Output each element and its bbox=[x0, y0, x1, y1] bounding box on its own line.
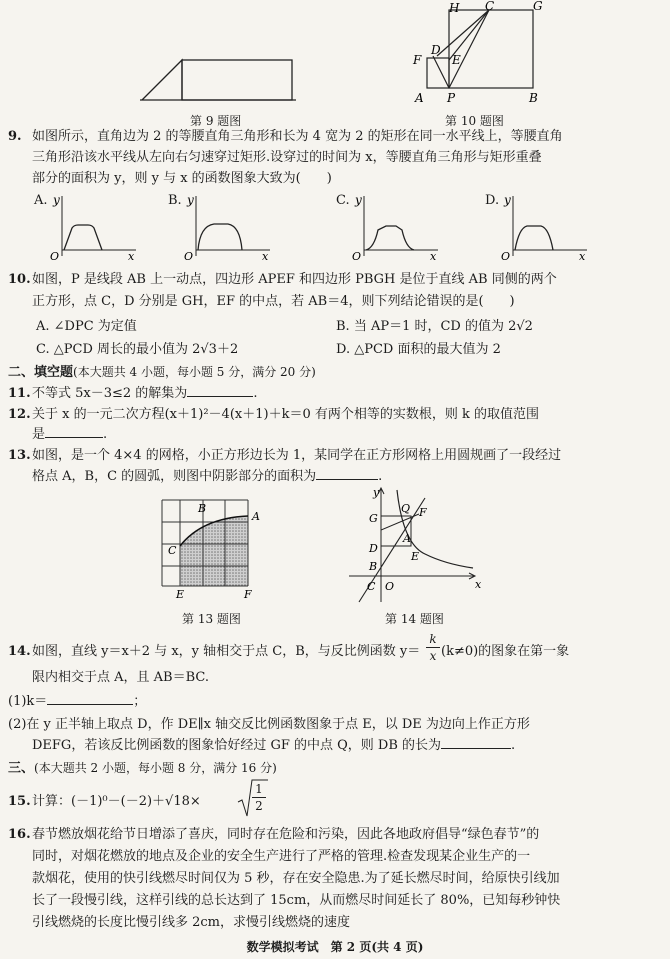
q9d-x: x bbox=[579, 250, 586, 262]
fig10-caption: 第 10 题图 bbox=[445, 114, 504, 128]
q9-line-1: 如图所示，直角边为 2 的等腰直角三角形和长为 4 宽为 2 的矩形在同一水平线上，等腰直角 bbox=[32, 129, 563, 144]
fig13-label-C: C bbox=[168, 544, 177, 557]
fig13-label-A: A bbox=[252, 510, 260, 523]
q12-text: 关于 x 的一元二次方程(x＋1)²－4(x＋1)＋k＝0 有两个相等的实数根，则 k 的取值范围 bbox=[32, 407, 539, 422]
q10-option-c[interactable]: C. △PCD 周长的最小值为 2√3＋2 bbox=[36, 342, 239, 357]
q9a-o: O bbox=[50, 250, 60, 262]
q9d-y: y bbox=[504, 193, 511, 207]
q14-frac-den: x bbox=[426, 647, 440, 664]
fig14-label-y: y bbox=[373, 486, 380, 499]
q12-end: . bbox=[103, 427, 108, 442]
q16-line-2: 同时，对烟花燃放的地点及企业的安全生产进行了严格的管理.检查发现某企业生产的一 bbox=[32, 849, 531, 864]
fig9-diagram bbox=[140, 48, 300, 108]
q9-option-b-graph[interactable] bbox=[184, 192, 274, 262]
q14-part-2-text: DEFG，若该反比例函数的图象恰好经过 GF 的中点 Q，则 DB 的长为 bbox=[32, 738, 442, 753]
q10-line-2: 正方形，点 C，D 分别是 GH，EF 的中点，若 AB＝4，则下列结论错误的是( ) bbox=[32, 294, 515, 309]
q16-number: 16. bbox=[8, 827, 31, 842]
q9-option-d-label[interactable]: D. bbox=[485, 193, 500, 208]
q13-number: 13. bbox=[8, 448, 31, 463]
q10-number: 10. bbox=[8, 272, 31, 287]
q14-part-1-blank[interactable] bbox=[47, 704, 133, 705]
q15-number: 15. bbox=[8, 794, 31, 809]
label-P: P bbox=[447, 91, 456, 105]
q9c-x: x bbox=[430, 250, 437, 262]
q15-frac-num: 1 bbox=[255, 782, 263, 796]
label-E: E bbox=[452, 53, 461, 67]
q14-part-1 bbox=[8, 692, 146, 712]
q12-answer-blank[interactable] bbox=[45, 437, 103, 438]
q14-part-2-blank[interactable] bbox=[441, 748, 511, 749]
fig13-label-B: B bbox=[198, 502, 207, 515]
q12-number: 12. bbox=[8, 407, 31, 422]
fig14-label-D: D bbox=[369, 542, 378, 555]
q9b-y: y bbox=[187, 193, 194, 207]
fig14-label-B: B bbox=[369, 560, 378, 573]
section-2-header bbox=[8, 362, 316, 383]
q11-answer-blank[interactable] bbox=[187, 396, 253, 397]
q15-text: 计算：(－1)⁰－(－2)＋√18× bbox=[32, 794, 201, 809]
fig14-label-C: C bbox=[367, 580, 376, 593]
q16-line-1: 春节燃放烟花给节日增添了喜庆，同时存在危险和污染，因此各地政府倡导“绿色春节”的 bbox=[32, 827, 540, 842]
q13-end: . bbox=[378, 469, 383, 484]
section-3-title: 三、 bbox=[8, 761, 35, 776]
q9-option-a-label[interactable]: A. bbox=[34, 193, 48, 208]
fig13-label-F: F bbox=[244, 588, 252, 601]
fig13-label-E: E bbox=[176, 588, 185, 601]
fig13-caption: 第 13 题图 bbox=[182, 612, 241, 626]
q15-frac-den: 2 bbox=[252, 797, 266, 814]
label-G: G bbox=[533, 0, 543, 13]
q9-line-2: 三角形沿该水平线从左向右匀速穿过矩形.设穿过的时间为 x，等腰直角三角形与矩形重叠 bbox=[32, 150, 542, 165]
q9-number: 9. bbox=[8, 129, 22, 144]
q12-line-2 bbox=[32, 425, 107, 445]
fig14-label-O: O bbox=[385, 580, 395, 593]
fig9-triangle bbox=[142, 60, 182, 100]
q14-part-1-text: (1)k＝ bbox=[8, 694, 48, 709]
q9-option-c-label[interactable]: C. bbox=[336, 193, 350, 208]
section-3-header bbox=[8, 758, 277, 779]
q11-number: 11. bbox=[8, 386, 31, 401]
fig14-label-E: E bbox=[411, 550, 420, 563]
q14-frac-num: k bbox=[429, 632, 437, 646]
fig13-grid bbox=[148, 494, 268, 606]
fig9-caption: 第 9 题图 bbox=[190, 114, 242, 128]
fig14-label-F: F bbox=[419, 506, 427, 519]
q14-line-2: 限内相交于点 A，且 AB＝BC. bbox=[32, 670, 210, 685]
q14-part-2-line-2 bbox=[32, 736, 515, 756]
q10-option-a[interactable]: A. ∠DPC 为定值 bbox=[36, 319, 137, 334]
q9-option-b-label[interactable]: B. bbox=[168, 193, 182, 208]
fig14-label-G: G bbox=[369, 512, 378, 525]
q11-text: 不等式 5x－3≤2 的解集为 bbox=[32, 386, 188, 401]
q10-option-b[interactable]: B. 当 AP＝1 时，CD 的值为 2√2 bbox=[336, 319, 533, 334]
q9a-x: x bbox=[128, 250, 135, 262]
q14-number: 14. bbox=[8, 644, 31, 659]
q13-line-1: 如图，是一个 4×4 的网格，小正方形边长为 1，某同学在正方形网格上用圆规画了一段经过 bbox=[32, 448, 562, 463]
q16-line-3: 款烟花，使用的快引线燃尽时间仅为 5 秒，存在安全隐患.为了延长燃尽时间，给原快引线加 bbox=[32, 871, 560, 886]
q13-line-2-row bbox=[32, 467, 382, 487]
q9-option-a-graph[interactable] bbox=[50, 192, 140, 262]
q9-option-d-graph[interactable] bbox=[501, 192, 591, 262]
fig14-label-Q: Q bbox=[401, 502, 411, 515]
q11-end: . bbox=[253, 386, 258, 401]
q9a-y: y bbox=[53, 193, 60, 207]
q9d-o: O bbox=[501, 250, 511, 262]
page-footer: 数学模拟考试 第 2 页(共 4 页) bbox=[246, 940, 424, 954]
section-2-title: 二、填空题 bbox=[8, 365, 74, 380]
q10-option-d[interactable]: D. △PCD 面积的最大值为 2 bbox=[336, 342, 501, 357]
q15-sqrt-fraction bbox=[236, 778, 268, 818]
q14-line-1a: 如图，直线 y＝x＋2 与 x，y 轴相交于点 C，B，与反比例函数 y＝ bbox=[32, 644, 421, 659]
q14-part-2-line-1: (2)在 y 正半轴上取点 D，作 DE∥x 轴交反比例函数图象于点 E，以 DE 为边向上作正方形 bbox=[8, 717, 530, 732]
q16-line-4: 长了一段慢引线，这样引线的总长达到了 15cm，从而燃尽时间延长了 80%，已知每秒钟快 bbox=[32, 893, 561, 908]
q14-fraction bbox=[426, 631, 440, 664]
label-B: B bbox=[529, 91, 538, 105]
q9c-o: O bbox=[352, 250, 362, 262]
fig14-label-A: A bbox=[403, 532, 411, 545]
q11-text-row bbox=[32, 384, 257, 404]
q9-option-c-graph[interactable] bbox=[352, 192, 442, 262]
section-3-note: (本大题共 2 小题，每小题 8 分，满分 16 分) bbox=[34, 761, 277, 775]
q16-line-5: 引线燃烧的长度比慢引线多 2cm，求慢引线燃烧的速度 bbox=[32, 915, 351, 930]
label-H: H bbox=[449, 1, 460, 15]
q9c-y: y bbox=[355, 193, 362, 207]
label-D: D bbox=[431, 43, 441, 57]
section-2-note: (本大题共 4 小题，每小题 5 分，满分 20 分) bbox=[73, 365, 316, 379]
fig13-shaded-region bbox=[180, 516, 248, 586]
label-C: C bbox=[485, 0, 495, 13]
q13-line-2: 格点 A，B，C 的圆弧，则图中阴影部分的面积为 bbox=[32, 469, 317, 484]
q9b-o: O bbox=[184, 250, 194, 262]
label-F: F bbox=[413, 53, 422, 67]
fig14-label-x: x bbox=[475, 578, 482, 591]
fig9-rectangle bbox=[182, 60, 292, 100]
fig10-diagram bbox=[405, 0, 555, 108]
q14-line-1b: (k≠0)的图象在第一象 bbox=[441, 644, 570, 659]
q12-line-2-text: 是 bbox=[32, 427, 46, 442]
fig14-caption: 第 14 题图 bbox=[385, 612, 444, 626]
q14-part-2-end: . bbox=[511, 738, 516, 753]
label-A: A bbox=[415, 91, 424, 105]
fig14-diagram bbox=[345, 484, 485, 608]
q9b-x: x bbox=[262, 250, 269, 262]
q14-part-1-end: ； bbox=[133, 694, 147, 709]
q9-line-3: 部分的面积为 y，则 y 与 x 的函数图象大致为( ) bbox=[32, 171, 332, 186]
q10-line-1: 如图，P 是线段 AB 上一动点，四边形 APEF 和四边形 PBGH 是位于直线 AB 同侧的两个 bbox=[32, 272, 557, 287]
q13-answer-blank[interactable] bbox=[316, 479, 378, 480]
